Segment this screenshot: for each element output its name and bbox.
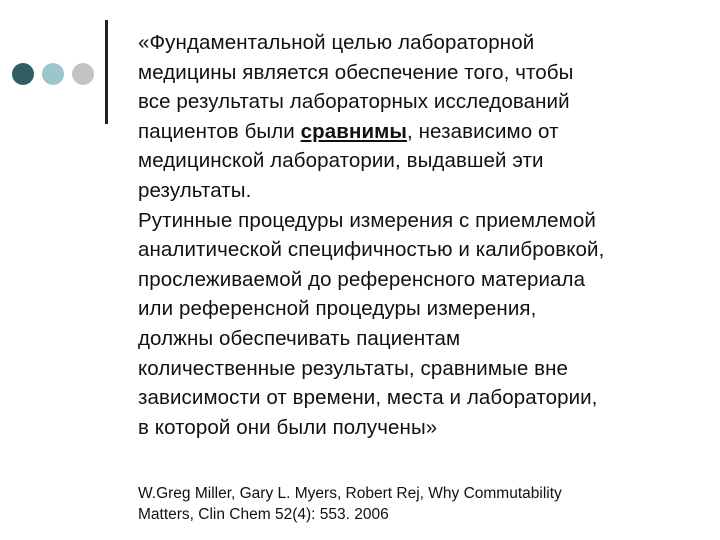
dark-teal-dot-icon (12, 63, 34, 85)
quote-line: количественные результаты, сравнимые вне (138, 356, 569, 380)
quote-line: все результаты лабораторных исследований (138, 90, 570, 114)
emphasized-word: сравнимы (300, 119, 408, 143)
quote-line: в которой они были получены» (138, 415, 438, 439)
light-teal-dot-icon (42, 63, 64, 85)
quote-line: медицины является обеспечение того, чтобы (138, 60, 574, 84)
gray-dot-icon (72, 63, 94, 85)
quote-line: зависимости от времени, места и лаборатории, (138, 386, 598, 410)
quote-text (138, 28, 708, 442)
quote-line: медицинской лаборатории, выдавшей эти (138, 149, 544, 173)
quote-line: Рутинные процедуры измерения с приемлемой (138, 208, 596, 232)
quote-line-with-emphasis (138, 117, 708, 147)
quote-fragment: , независимо от (407, 119, 559, 143)
citation-line: Matters, Clin Chem 52(4): 553. 2006 (138, 506, 389, 524)
vertical-divider (105, 20, 108, 124)
quote-line: аналитической специфичностью и калибровкой, (138, 238, 605, 262)
citation-line: W.Greg Miller, Gary L. Myers, Robert Rej, Why Commutability (138, 485, 562, 503)
quote-line: результаты. (138, 178, 252, 202)
quote-line: должны обеспечивать пациентам (138, 326, 461, 350)
quote-line: «Фундаментальной целью лабораторной (138, 31, 535, 54)
slide-content (138, 28, 708, 525)
quote-fragment: пациентов были (138, 119, 301, 143)
quote-line: прослеживаемой до референсного материала (138, 267, 586, 291)
citation (138, 483, 708, 525)
decorative-dots (12, 63, 94, 85)
quote-line: или референсной процедуры измерения, (138, 297, 537, 321)
